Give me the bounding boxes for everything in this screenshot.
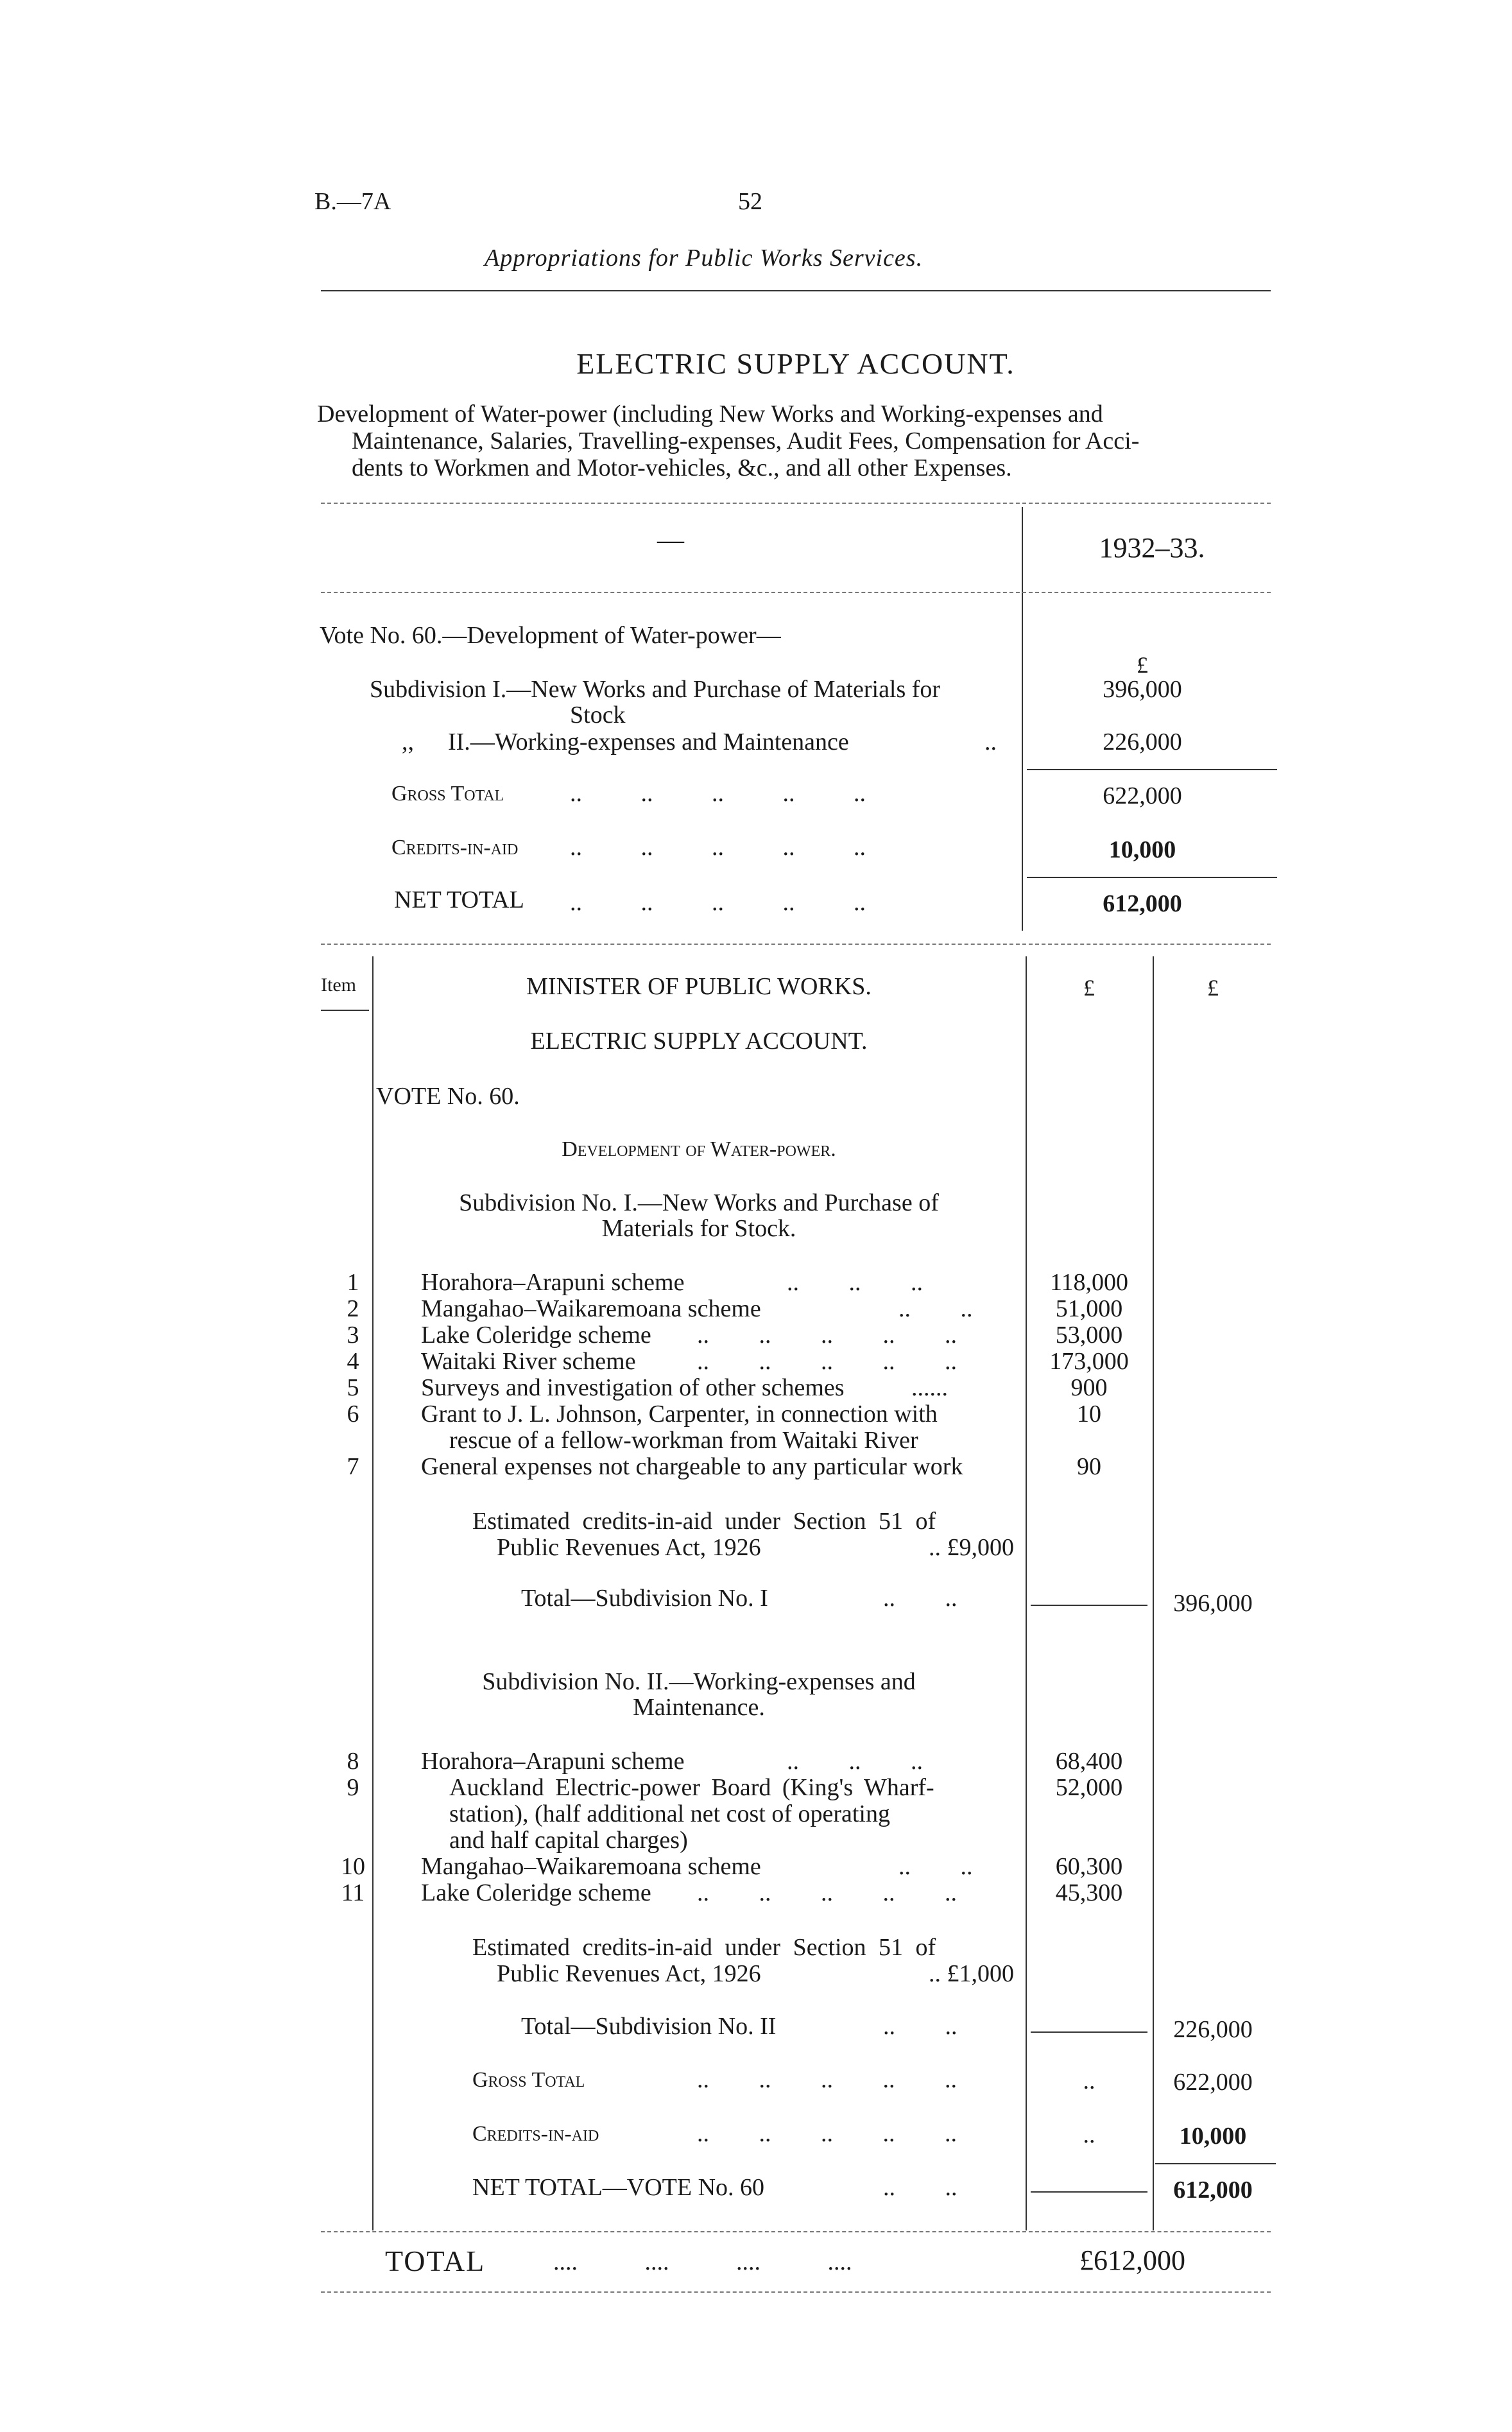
item-dots: .. .. .. .. .. xyxy=(697,1348,957,1375)
summary-sub2-amount: 226,000 xyxy=(1103,729,1182,755)
detail-credits-amount: 10,000 xyxy=(1179,2123,1247,2150)
summary-credits-dots: .. .. .. .. .. xyxy=(570,834,866,861)
development-heading: Development of Water-power. xyxy=(562,1137,836,1161)
item-dots: .. .. .. xyxy=(787,1269,923,1296)
item-amount: 10 xyxy=(1077,1401,1101,1427)
summary-sub2-label: II.—Working-expenses and Maintenance xyxy=(448,729,849,755)
item-number: 1 xyxy=(347,1269,359,1296)
detail-gross-label: Gross Total xyxy=(472,2068,585,2092)
summary-credits-amount: 10,000 xyxy=(1108,836,1176,863)
detail-bottom-rule xyxy=(321,2231,1271,2232)
item-dots: .. .. xyxy=(898,1853,973,1880)
detail-gross-dots: .. .. .. .. .. xyxy=(697,2066,957,2093)
sub1-total-label: Total—Subdivision No. I xyxy=(521,1585,768,1612)
detail-credits-mid-dots: .. xyxy=(1083,2121,1095,2148)
item-description: Waitaki River scheme xyxy=(421,1348,636,1375)
sub1-estimate-line-2: Public Revenues Act, 1926 xyxy=(497,1534,761,1561)
item-dots: .. .. .. .. .. xyxy=(697,1879,957,1906)
item-description-cont: rescue of a fellow-workman from Waitaki River xyxy=(449,1427,918,1454)
account-title: ELECTRIC SUPPLY ACCOUNT. xyxy=(576,347,1015,380)
summary-dash-header: — xyxy=(657,526,684,555)
grand-total-dots: .... .... .... .... xyxy=(553,2248,852,2275)
sub1-estimate-amount: .. £9,000 xyxy=(929,1534,1014,1561)
item-amount: 60,300 xyxy=(1055,1853,1123,1880)
page-number: 52 xyxy=(738,188,762,215)
item-description: Lake Coleridge scheme xyxy=(421,1322,651,1349)
sub2-estimate-line-2: Public Revenues Act, 1926 xyxy=(497,1960,761,1987)
detail-net-label: NET TOTAL—VOTE No. 60 xyxy=(472,2174,765,2201)
summary-net-dots: .. .. .. .. .. xyxy=(570,889,866,916)
summary-header-rule xyxy=(321,592,1271,593)
summary-sub1-label: Subdivision I.—New Works and Purchase of Materials for xyxy=(370,676,941,703)
summary-net-label: NET TOTAL xyxy=(394,886,524,913)
item-number: 5 xyxy=(347,1374,359,1401)
sub2-heading-line-2: Maintenance. xyxy=(633,1694,765,1721)
item-description: Horahora–Arapuni scheme xyxy=(421,1748,685,1775)
item-header: Item xyxy=(321,974,356,996)
detail-currency-col1: £ xyxy=(1083,975,1095,1001)
summary-vote-line: Vote No. 60.—Development of Water-power— xyxy=(320,622,781,649)
detail-net-rule xyxy=(1031,2191,1147,2193)
summary-credits-label: Credits-in-aid xyxy=(391,836,519,859)
detail-gross-mid-dots: .. xyxy=(1083,2067,1095,2094)
summary-sub2-ditto: ,, xyxy=(402,729,414,755)
account-description-line-2: Maintenance, Salaries, Travelling-expenses, Audit Fees, Compensation for Acci- xyxy=(352,427,1140,454)
detail-credits-rule xyxy=(1155,2163,1276,2164)
sub2-total-amount: 226,000 xyxy=(1173,2016,1253,2043)
sub1-total-rule xyxy=(1031,1605,1147,1606)
summary-gross-dots: .. .. .. .. .. xyxy=(570,780,866,807)
summary-credits-rule xyxy=(1027,877,1277,878)
item-dots: .. .. xyxy=(898,1295,973,1322)
account-heading: ELECTRIC SUPPLY ACCOUNT. xyxy=(530,1028,868,1055)
item-description: Lake Coleridge scheme xyxy=(421,1879,651,1906)
summary-sub1-label-cont: Stock xyxy=(570,702,626,729)
sub2-estimate-amount: .. £1,000 xyxy=(929,1960,1014,1987)
grand-total-rule xyxy=(321,2291,1271,2293)
sub1-estimate-line-1: Estimated credits-in-aid under Section 51 of xyxy=(472,1508,936,1535)
minister-heading: MINISTER OF PUBLIC WORKS. xyxy=(526,973,872,1000)
sub1-heading-line-1: Subdivision No. I.—New Works and Purchase of xyxy=(459,1189,939,1216)
item-header-rule xyxy=(321,1010,369,1011)
item-number: 9 xyxy=(347,1774,359,1801)
item-description: Surveys and investigation of other schemes xyxy=(421,1374,845,1401)
grand-total-label: TOTAL xyxy=(385,2245,486,2277)
detail-currency-col2: £ xyxy=(1207,975,1219,1001)
item-amount: 52,000 xyxy=(1055,1774,1123,1801)
item-description-cont: and half capital charges) xyxy=(449,1827,688,1854)
summary-top-rule xyxy=(321,503,1271,504)
page-reference: B.—7A xyxy=(314,188,391,215)
sub2-heading-line-1: Subdivision No. II.—Working-expenses and xyxy=(482,1668,916,1695)
header-rule xyxy=(321,290,1271,291)
item-dots: .. .. .. .. .. xyxy=(697,1322,957,1349)
summary-year-header: 1932–33. xyxy=(1099,532,1205,564)
detail-credits-label: Credits-in-aid xyxy=(472,2122,599,2146)
item-description: Grant to J. L. Johnson, Carpenter, in connection with xyxy=(421,1401,938,1427)
item-amount: 51,000 xyxy=(1055,1295,1123,1322)
summary-gross-label: Gross Total xyxy=(391,782,504,806)
summary-bottom-rule xyxy=(321,944,1271,945)
item-description: Auckland Electric-power Board (King's Wharf- xyxy=(449,1774,934,1801)
summary-column-divider xyxy=(1022,507,1023,931)
item-number: 11 xyxy=(341,1879,365,1906)
item-number: 4 xyxy=(347,1348,359,1375)
detail-column-divider-1 xyxy=(1026,956,1027,2230)
sub1-heading-line-2: Materials for Stock. xyxy=(601,1215,796,1242)
item-amount: 53,000 xyxy=(1055,1322,1123,1349)
sub2-estimate-line-1: Estimated credits-in-aid under Section 51 of xyxy=(472,1934,936,1961)
vote-heading: VOTE No. 60. xyxy=(376,1083,520,1110)
summary-net-amount: 612,000 xyxy=(1103,890,1182,917)
item-number: 8 xyxy=(347,1748,359,1775)
item-description: General expenses not chargeable to any particular work xyxy=(421,1453,963,1480)
sub1-total-dots: .. .. xyxy=(883,1585,958,1612)
item-number: 2 xyxy=(347,1295,359,1322)
detail-net-amount: 612,000 xyxy=(1173,2177,1253,2203)
summary-sub-rule xyxy=(1027,769,1277,770)
summary-sub1-amount: 396,000 xyxy=(1103,676,1182,703)
sub2-total-dots: .. .. xyxy=(883,2013,958,2040)
item-description: Mangahao–Waikaremoana scheme xyxy=(421,1853,761,1880)
summary-currency: £ xyxy=(1137,652,1148,678)
sub2-total-rule xyxy=(1031,2031,1147,2033)
summary-gross-amount: 622,000 xyxy=(1103,782,1182,809)
sub2-total-label: Total—Subdivision No. II xyxy=(521,2013,777,2040)
item-number: 10 xyxy=(341,1853,365,1880)
running-title: Appropriations for Public Works Services. xyxy=(485,245,924,272)
item-number: 7 xyxy=(347,1453,359,1480)
grand-total-amount: £612,000 xyxy=(1079,2245,1185,2276)
detail-gross-amount: 622,000 xyxy=(1173,2069,1253,2096)
item-number: 3 xyxy=(347,1322,359,1349)
item-amount: 173,000 xyxy=(1049,1348,1129,1375)
item-dots: ...... xyxy=(911,1374,948,1401)
sub1-total-amount: 396,000 xyxy=(1173,1590,1253,1617)
item-number: 6 xyxy=(347,1401,359,1427)
item-amount: 90 xyxy=(1077,1453,1101,1480)
item-amount: 45,300 xyxy=(1055,1879,1123,1906)
item-description-cont: station), (half additional net cost of operating xyxy=(449,1800,890,1827)
detail-net-dots: .. .. xyxy=(883,2174,958,2201)
detail-column-divider-2 xyxy=(1153,956,1154,2230)
item-description: Mangahao–Waikaremoana scheme xyxy=(421,1295,761,1322)
item-description: Horahora–Arapuni scheme xyxy=(421,1269,685,1296)
account-description-line-3: dents to Workmen and Motor-vehicles, &c., and all other Expenses. xyxy=(352,454,1012,481)
item-amount: 900 xyxy=(1070,1374,1108,1401)
item-dots: .. .. .. xyxy=(787,1748,923,1775)
item-amount: 68,400 xyxy=(1055,1748,1123,1775)
item-amount: 118,000 xyxy=(1049,1269,1129,1296)
summary-sub2-dots: .. xyxy=(984,729,997,755)
account-description-line-1: Development of Water-power (including New Works and Working-expenses and xyxy=(317,401,1103,427)
detail-credits-dots: .. .. .. .. .. xyxy=(697,2120,957,2147)
